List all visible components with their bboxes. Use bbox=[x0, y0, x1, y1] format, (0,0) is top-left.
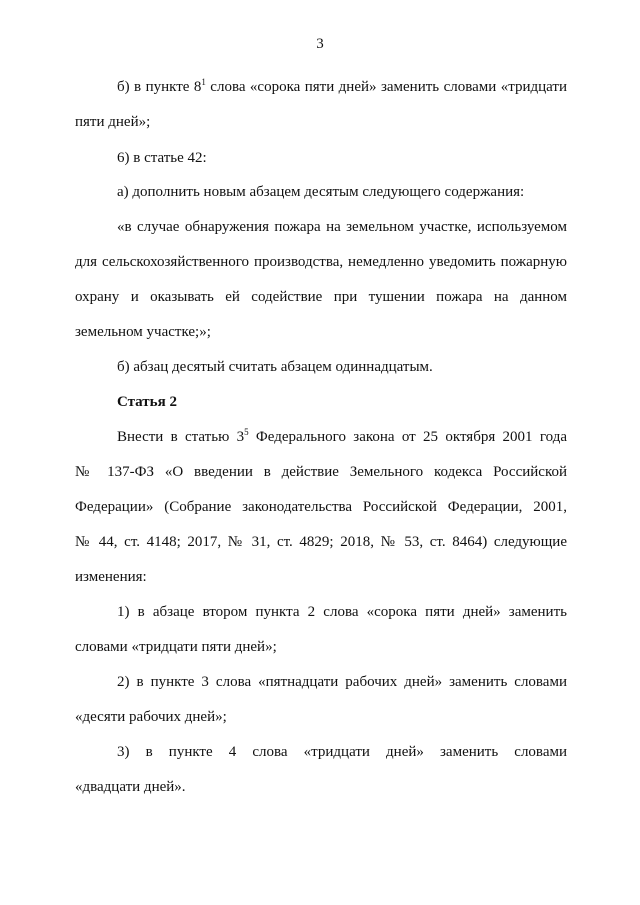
superscript: 1 bbox=[201, 77, 206, 87]
paragraph-line: пяти дней»; bbox=[75, 114, 151, 130]
paragraph-line: 3) в пункте 4 слова «тридцати дней» заменить словами bbox=[117, 744, 567, 760]
paragraph-line: 6) в статье 42: bbox=[117, 150, 207, 166]
paragraph-line: б) абзац десятый считать абзацем одиннадцатым. bbox=[117, 359, 433, 375]
text-segment: Федерального закона от 25 октября 2001 года bbox=[248, 429, 568, 445]
paragraph-line: земельном участке;»; bbox=[75, 324, 211, 340]
text-segment: б) в пункте 8 bbox=[117, 79, 202, 95]
paragraph-line: 2) в пункте 3 слова «пятнадцати рабочих дней» заменить словами bbox=[117, 674, 567, 690]
paragraph-line: № 44, ст. 4148; 2017, № 31, ст. 4829; 2018, № 53, ст. 8464) следующие bbox=[75, 534, 567, 550]
paragraph-line: «двадцати дней». bbox=[75, 779, 186, 795]
paragraph-line: «в случае обнаружения пожара на земельном участке, используемом bbox=[117, 219, 567, 235]
paragraph-line: «десяти рабочих дней»; bbox=[75, 709, 227, 725]
paragraph-line: Федерации» (Собрание законодательства Российской Федерации, 2001, bbox=[75, 499, 567, 515]
paragraph-line: для сельскохозяйственного производства, немедленно уведомить пожарную bbox=[75, 254, 567, 270]
paragraph-line: № 137-ФЗ «О введении в действие Земельного кодекса Российской bbox=[75, 464, 567, 480]
paragraph-line: а) дополнить новым абзацем десятым следующего содержания: bbox=[117, 184, 525, 200]
paragraph-line: охрану и оказывать ей содействие при тушении пожара на данном bbox=[75, 289, 567, 305]
paragraph-line bbox=[117, 77, 567, 97]
paragraph-line: изменения: bbox=[75, 569, 147, 585]
paragraph-line bbox=[117, 427, 567, 447]
page-number: 3 bbox=[316, 36, 324, 52]
paragraph-line: 1) в абзаце втором пункта 2 слова «сорока пяти дней» заменить bbox=[117, 604, 567, 620]
paragraph-line: словами «тридцати пяти дней»; bbox=[75, 639, 277, 655]
text-segment: Внести в статью 3 bbox=[117, 429, 245, 445]
article-heading: Статья 2 bbox=[117, 394, 177, 410]
text-segment: слова «сорока пяти дней» заменить словами «тридцати bbox=[205, 79, 567, 95]
superscript: 5 bbox=[244, 427, 249, 437]
